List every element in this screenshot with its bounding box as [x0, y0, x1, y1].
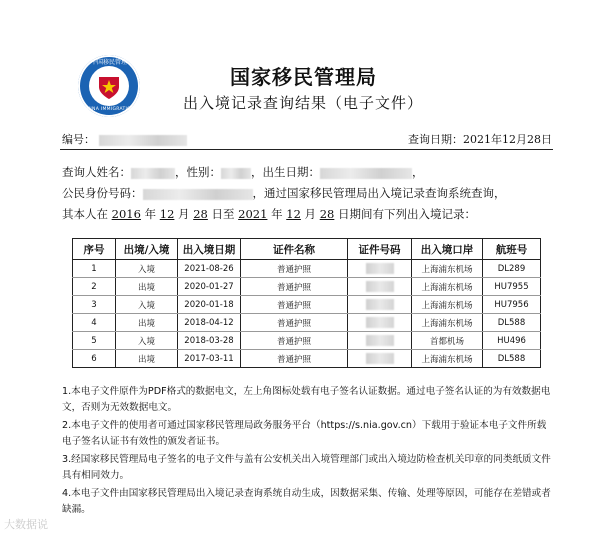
start-year: 2016	[111, 207, 141, 221]
cell-flight: HU7955	[483, 278, 541, 296]
cell-port: 上海浦东机场	[412, 296, 483, 314]
end-year: 2021	[238, 207, 268, 221]
meta-row	[62, 131, 552, 149]
shield-icon	[94, 71, 124, 101]
cell-doc-number	[348, 350, 412, 368]
notes-section	[62, 384, 552, 520]
records-table	[72, 238, 541, 368]
cell-flight: HU7956	[483, 296, 541, 314]
table-header-row	[73, 239, 541, 260]
col-header-port: 出入境口岸	[412, 239, 483, 260]
cell-direction: 出境	[116, 278, 178, 296]
cell-date: 2017-03-11	[178, 350, 241, 368]
cell-port: 上海浦东机场	[412, 314, 483, 332]
table-row	[73, 350, 541, 368]
watermark: 大数据说	[4, 518, 48, 531]
note-item: 3.经国家移民管理局电子签名的电子文件与盖有公安机关出入境管理部门或出入境边防检查机关印章的同类纸质文件具有相同效力。	[62, 454, 551, 481]
note-item: 1.本电子文件原件为PDF格式的数据电文，左上角图标处载有电子签名认证数据。通过电子签名认证的为有效数据电文，否则为无效数据电文。	[62, 386, 551, 413]
cell-no: 5	[73, 332, 116, 350]
period-line: 其本人在 2016 年 12 月 28 日至 2021 年 12 月 28 日期间有下列出入境记录：	[62, 207, 476, 221]
page-title: 国家移民管理局	[230, 65, 377, 89]
redacted-doc-number	[366, 353, 394, 364]
query-date: 查询日期：2021年12月28日	[408, 133, 552, 146]
name-label: 查询人姓名：	[62, 165, 131, 179]
cell-document: 普通护照	[241, 332, 348, 350]
cell-document: 普通护照	[241, 350, 348, 368]
redacted-birthdate	[320, 168, 412, 179]
start-month: 12	[159, 207, 175, 221]
col-header-flight: 航班号	[483, 239, 541, 260]
cell-no: 1	[73, 260, 116, 278]
cell-date: 2020-01-18	[178, 296, 241, 314]
cell-port: 上海浦东机场	[412, 278, 483, 296]
cell-no: 6	[73, 350, 116, 368]
cell-doc-number	[348, 260, 412, 278]
note-item: 2.本电子文件的使用者可通过国家移民管理局政务服务平台（https://s.nia.gov.cn）下载用于验证本电子文件所载电子签名认证书有效性的颁发者证书。	[62, 420, 547, 447]
table-row	[73, 332, 541, 350]
redacted-number	[99, 135, 187, 146]
cell-direction: 入境	[116, 296, 178, 314]
col-header-document: 证件名称	[241, 239, 348, 260]
cell-date: 2018-04-12	[178, 314, 241, 332]
cell-no: 2	[73, 278, 116, 296]
cell-direction: 入境	[116, 260, 178, 278]
cell-document: 普通护照	[241, 278, 348, 296]
note-item: 4.本电子文件由国家移民管理局出入境记录查询系统自动生成，因数据采集、传输、处理等原因，可能存在差错或者缺漏。	[62, 488, 551, 515]
applicant-line: 查询人姓名： ，性别： ，出生日期： ，	[62, 165, 424, 179]
end-month: 12	[286, 207, 301, 221]
col-header-direction: 出境/入境	[116, 239, 178, 260]
cell-date: 2018-03-28	[178, 332, 241, 350]
number-label: 编号：	[62, 133, 95, 146]
cell-flight: DL588	[483, 314, 541, 332]
id-line	[62, 184, 506, 202]
header-rule	[60, 149, 553, 150]
cell-date: 2020-01-27	[178, 278, 241, 296]
cell-port: 上海浦东机场	[412, 350, 483, 368]
cell-direction: 入境	[116, 332, 178, 350]
document-number	[62, 131, 187, 147]
cell-direction: 出境	[116, 314, 178, 332]
gender-label: ，性别：	[175, 165, 221, 179]
table-row	[73, 278, 541, 296]
redacted-doc-number	[366, 299, 394, 310]
logo-top-text: 中国移民管理	[90, 59, 127, 66]
id-label: 公民身份号码：	[62, 186, 143, 200]
cell-flight: DL588	[483, 350, 541, 368]
cell-doc-number	[348, 314, 412, 332]
immigration-logo	[78, 55, 140, 117]
redacted-doc-number	[366, 317, 394, 328]
col-header-no: 序号	[73, 239, 116, 260]
table-row	[73, 314, 541, 332]
cell-direction: 出境	[116, 350, 178, 368]
cell-flight: DL289	[483, 260, 541, 278]
end-day: 28	[319, 207, 335, 221]
cell-flight: HU496	[483, 332, 541, 350]
cell-document: 普通护照	[241, 314, 348, 332]
redacted-doc-number	[366, 335, 394, 346]
redacted-gender	[221, 168, 251, 179]
cell-document: 普通护照	[241, 260, 348, 278]
cell-no: 3	[73, 296, 116, 314]
redacted-doc-number	[366, 281, 394, 292]
logo-bottom-text: CHINA IMMIGRATION	[83, 107, 135, 112]
cell-port: 上海浦东机场	[412, 260, 483, 278]
redacted-doc-number	[366, 263, 394, 274]
cell-port: 首都机场	[412, 332, 483, 350]
col-header-date: 出入境日期	[178, 239, 241, 260]
cell-doc-number	[348, 296, 412, 314]
table-row	[73, 296, 541, 314]
cell-doc-number	[348, 278, 412, 296]
redacted-id-number	[143, 189, 253, 200]
start-day: 28	[193, 207, 208, 221]
table-row	[73, 260, 541, 278]
cell-date: 2021-08-26	[178, 260, 241, 278]
col-header-doc-number: 证件号码	[348, 239, 412, 260]
birth-label: ，出生日期：	[251, 165, 320, 179]
cell-no: 4	[73, 314, 116, 332]
id-line-text: ，通过国家移民管理局出入境记录查询系统查询，	[252, 186, 506, 200]
cell-doc-number	[348, 332, 412, 350]
page-subtitle: 出入境记录查询结果（电子文件）	[183, 94, 424, 112]
redacted-name	[131, 168, 175, 179]
cell-document: 普通护照	[241, 296, 348, 314]
